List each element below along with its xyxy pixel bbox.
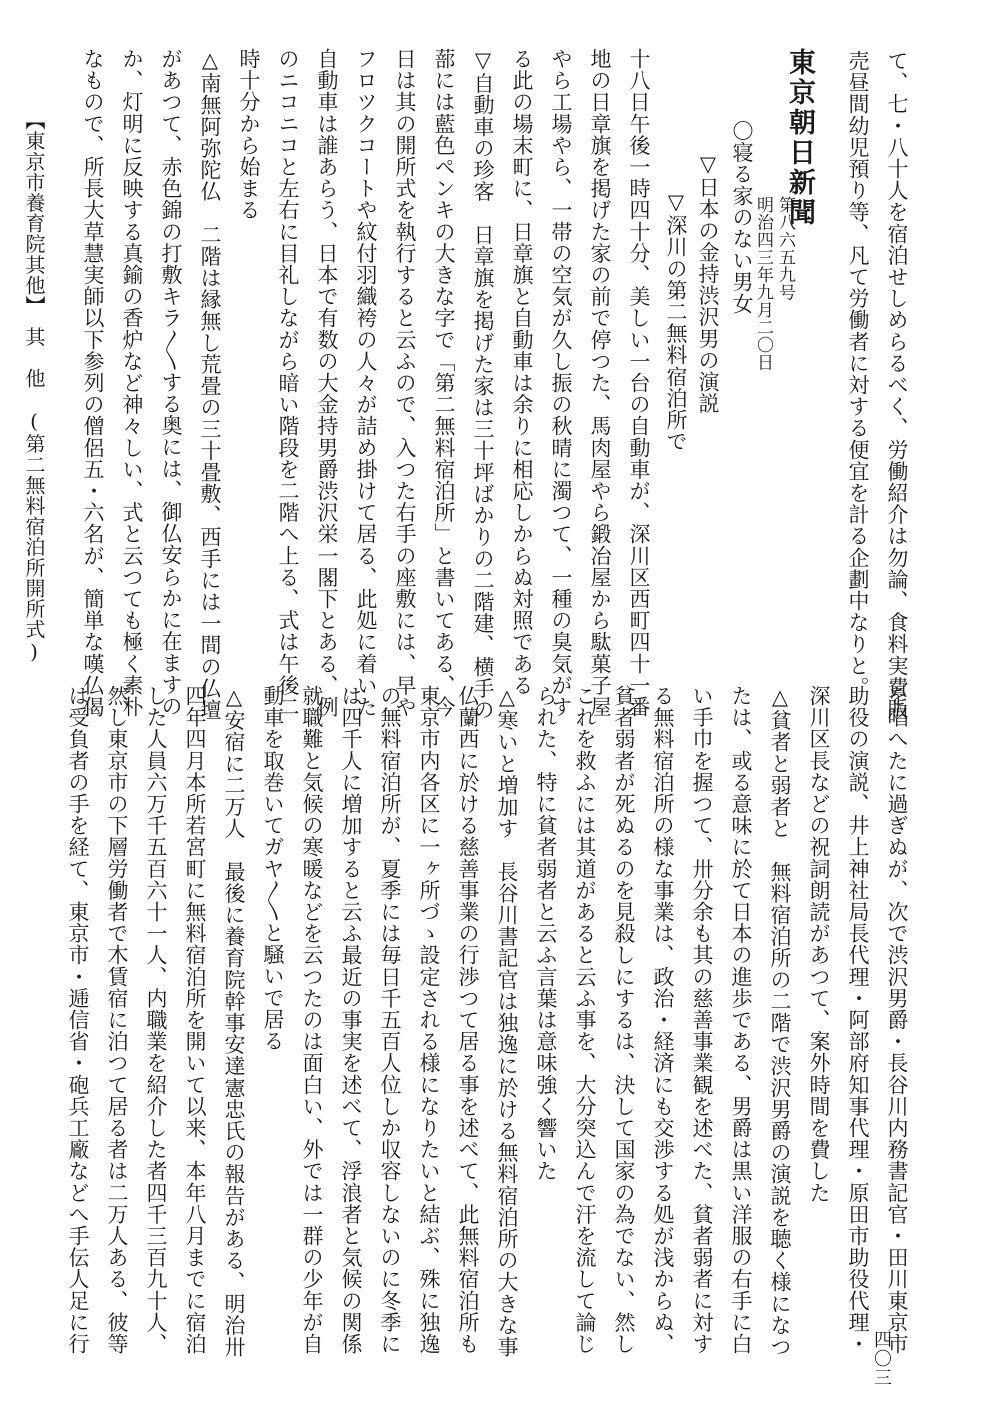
article-column: る此の場末町に、日章旗と自動車は余りに相応しからぬ対照である: [510, 48, 534, 696]
article-column: 蔀には藍色ペンキの大きな字で「第二無料宿泊所」と書いてある、今: [432, 48, 456, 718]
top-column-1: 売昼間幼児預り等、凡て労働者に対する便宜を計る企劃中なりと。: [846, 50, 870, 698]
bottom-column: △寒いと増加す 長谷川書記官は独逸に於ける無料宿泊所の大きな事: [495, 685, 519, 1358]
bottom-column: これを救ふには其道があると云ふ事を、大分突込んで汗を流して論じ: [573, 685, 597, 1355]
bottom-column: 助役の演説、井上神社局長代理・阿部府知事代理・原田市助役代理・: [846, 685, 870, 1355]
bottom-column: △安宿に二万人 最後に養育院幹事安達憲忠氏の報告がある、明治卅: [222, 685, 246, 1358]
newspaper-title: 東京朝日新聞: [784, 48, 815, 228]
issue-date: 明治四三年九月二〇日: [753, 196, 773, 371]
bottom-column: い手巾を握つて、卅分余も其の慈善事業観を述べた、貧者弱者に対す: [690, 685, 714, 1355]
bottom-column: は四千人に増加すると云ふ最近の事実を述べて、浮浪者と気候の関係: [339, 685, 363, 1355]
article-heading-main: 〇寝る家のない男女: [730, 120, 754, 315]
bottom-column: の無料宿泊所が、夏季には毎日千五百人位しか収容しないのに冬季に: [378, 685, 402, 1355]
bottom-column: 仏蘭西に於ける慈善事業の行渉つて居る事を述べて、此無料宿泊所も: [456, 685, 480, 1355]
bottom-column: 深川区長などの祝詞朗読があつて、案外時間を費した: [807, 685, 831, 1204]
running-header: 【東京市養育院其他】 其 他 (第二無料宿泊所開所式): [22, 110, 46, 665]
article-column: のニコニコと左右に目礼しながら暗い階段を二階へ上る、式は午後二: [276, 48, 300, 718]
bottom-column: 就職難と気候の寒暖などを云つたのは面白い、外では一群の少年が自: [300, 685, 324, 1355]
article-column: 地の日章旗を掲げた家の前で停つた、馬肉屋やら鍛冶屋から駄菓子屋: [588, 48, 612, 718]
article-column: か、灯明に反映する真鍮の香炉など神々しい、式と云つても極く素朴: [120, 48, 144, 718]
bottom-column: は受負者の手を経て、東京市・逓信省・砲兵工廠などへ手伝人足に行: [66, 685, 90, 1355]
article-column: 時十分から始まる: [237, 48, 261, 221]
issue-number: 第八六五九号: [775, 196, 795, 301]
bottom-column: たは、或る意味に於て日本の進歩である、男爵は黒い洋服の右手に白: [729, 685, 753, 1355]
article-heading-sub1: ▽日本の金持渋沢男の演説: [696, 152, 720, 415]
bottom-column: る無料宿泊所の様な事業は、政治・経済にも交渉する処が浅からぬ、: [651, 685, 675, 1355]
page-number: 四〇三: [871, 1330, 892, 1387]
top-column-0: て、七・八十人を宿泊せしめらるべく、労働紹介は勿論、食料実費販: [885, 50, 909, 720]
article-column: 日は其の開所式を執行すると云ふので、入つた右手の座敷には、早や: [393, 48, 417, 718]
article-column: △南無阿弥陀仏 二階は縁無し荒畳の三十畳敷、西手には一間の仏壇: [198, 48, 222, 721]
bottom-column: 四年四月本所若宮町に無料宿泊所を開いて以来、本年八月までに宿泊: [183, 685, 207, 1355]
article-column: やら工場やら、一帯の空気が久し振の秋晴に濁つて、一種の臭気がす: [549, 48, 573, 718]
bottom-column: られた、特に貧者弱者と云ふ言葉は意味強く響いた: [534, 685, 558, 1182]
article-column: 自動車は誰あらう、日本で有数の大金持男爵渋沢栄一閣下とある、例: [315, 48, 339, 718]
article-heading-sub2: ▽深川の第二無料宿泊所で: [664, 190, 688, 453]
bottom-column: を唱へたに過ぎぬが、次で渋沢男爵・長谷川内務書記官・田川東京市: [885, 685, 909, 1355]
bottom-column: 動車を取巻いてガヤ〳〵と騒いで居る: [261, 685, 285, 1052]
article-column: があつて、赤色錦の打敷キラ〳〵する奥には、御仏安らかに在ますの: [159, 48, 183, 717]
bottom-column: 東京市内各区に一ヶ所づゝ設定される様になりたいと結ぶ、殊に独逸: [417, 685, 441, 1355]
article-column: ▽自動車の珍客 日章旗を掲げた家は三十坪ばかりの二階建、横手の: [471, 48, 495, 721]
bottom-column: 然し東京市の下層労働者で木賃宿に泊つて居る者は二万人ある、彼等: [105, 685, 129, 1355]
article-column: なもので、所長大草慧実師以下参列の僧侶五・六名が、簡単な嘆仏偈: [81, 48, 105, 718]
article-column: 十八日午後一時四十分、美しい一台の自動車が、深川区西町四十一番: [627, 48, 651, 718]
bottom-column: した人員六万千五百六十一人、内職業を紹介した者四千三百九十人、: [144, 685, 168, 1355]
bottom-column: 貧者弱者が死ぬるのを見殺しにするは、決して国家の為でない、然し: [612, 685, 636, 1355]
article-column: フロツクコートや紋付羽織袴の人々が詰め掛けて居る、此処に着いた: [354, 48, 378, 718]
bottom-column: △貧者と弱者と 無料宿泊所の二階で渋沢男爵の演説を聴く様になつ: [768, 685, 792, 1358]
